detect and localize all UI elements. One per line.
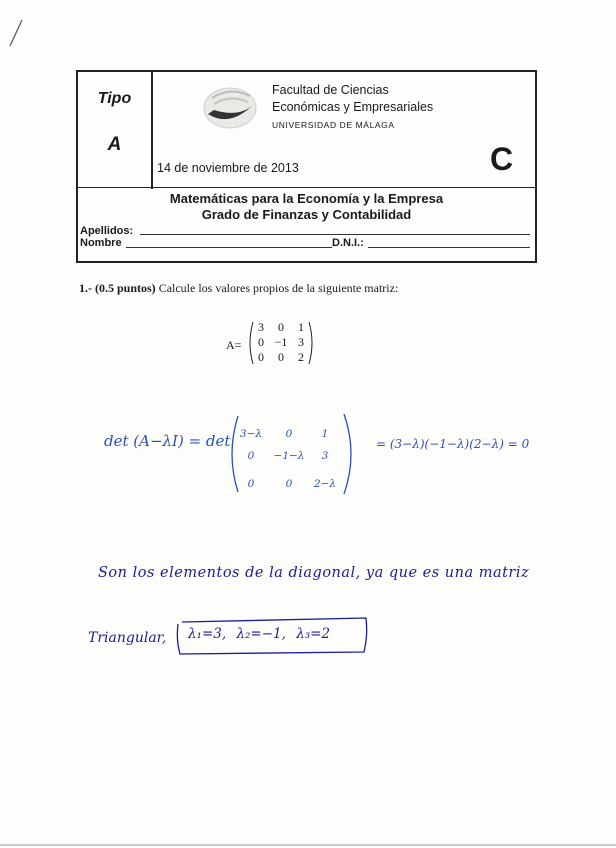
det-cell: 0 bbox=[285, 478, 293, 490]
tipo-value: A bbox=[107, 134, 122, 155]
header-divider bbox=[76, 187, 537, 188]
exam-date: 14 de noviembre de 2013 bbox=[157, 161, 299, 175]
det-cell: 0 bbox=[247, 450, 255, 462]
id-label: D.N.I.: bbox=[332, 237, 364, 249]
question-text bbox=[79, 281, 398, 296]
stray-pen-mark bbox=[6, 18, 26, 50]
name-field[interactable] bbox=[126, 247, 332, 248]
det-cell: −1−λ bbox=[273, 450, 305, 462]
tipo-label: Tipo bbox=[97, 90, 132, 107]
matrix-cell: 0 bbox=[278, 320, 284, 334]
handwritten-explanation-line2: Triangular, bbox=[88, 630, 167, 646]
handwritten-det-lhs: det (A−λI) = det bbox=[104, 432, 231, 450]
det-cell: 3 bbox=[321, 450, 329, 462]
course-title: Matemáticas para la Economía y la Empresa bbox=[169, 191, 444, 206]
matrix-cell: 0 bbox=[258, 350, 264, 364]
matrix-A bbox=[246, 320, 316, 366]
matrix-cell: 2 bbox=[298, 350, 304, 364]
det-cell: 0 bbox=[285, 428, 293, 440]
matrix-cell: 3 bbox=[258, 320, 264, 334]
degree-title: Grado de Finanzas y Contabilidad bbox=[201, 207, 412, 222]
question-number: 1.- (0.5 puntos) bbox=[79, 281, 156, 295]
handwritten-explanation-line1: Son los elementos de la diagonal, ya que es una matriz bbox=[98, 565, 530, 581]
university-name: UNIVERSIDAD DE MÁLAGA bbox=[272, 120, 395, 130]
id-field[interactable] bbox=[368, 247, 530, 248]
handwritten-eigenvalues: λ₁=3, λ₂=−1, λ₃=2 bbox=[188, 626, 331, 642]
scan-bottom-edge bbox=[0, 844, 616, 846]
surname-field[interactable] bbox=[140, 234, 530, 235]
exam-version-letter: C bbox=[490, 141, 514, 177]
det-cell: 1 bbox=[321, 428, 329, 440]
det-cell: 3−λ bbox=[239, 428, 263, 440]
faculty-name-line1: Facultad de Ciencias bbox=[272, 83, 389, 97]
matrix-cell: 1 bbox=[298, 320, 304, 334]
name-label: Nombre bbox=[80, 237, 122, 249]
matrix-name: A= bbox=[226, 338, 242, 352]
handwritten-det-matrix bbox=[228, 412, 358, 496]
matrix-cell: 0 bbox=[278, 350, 284, 364]
matrix-cell: 0 bbox=[258, 335, 264, 349]
tipo-box bbox=[76, 70, 153, 189]
faculty-logo-icon bbox=[200, 84, 260, 132]
det-cell: 2−λ bbox=[313, 478, 337, 490]
matrix-cell: 3 bbox=[298, 335, 304, 349]
det-cell: 0 bbox=[247, 478, 255, 490]
matrix-cell: −1 bbox=[274, 335, 288, 349]
handwritten-det-rhs: = (3−λ)(−1−λ)(2−λ) = 0 bbox=[376, 437, 530, 451]
question-statement: Calcule los valores propios de la siguiente matriz: bbox=[158, 281, 399, 295]
faculty-name-line2: Económicas y Empresariales bbox=[272, 100, 434, 114]
surname-label: Apellidos: bbox=[80, 225, 134, 237]
